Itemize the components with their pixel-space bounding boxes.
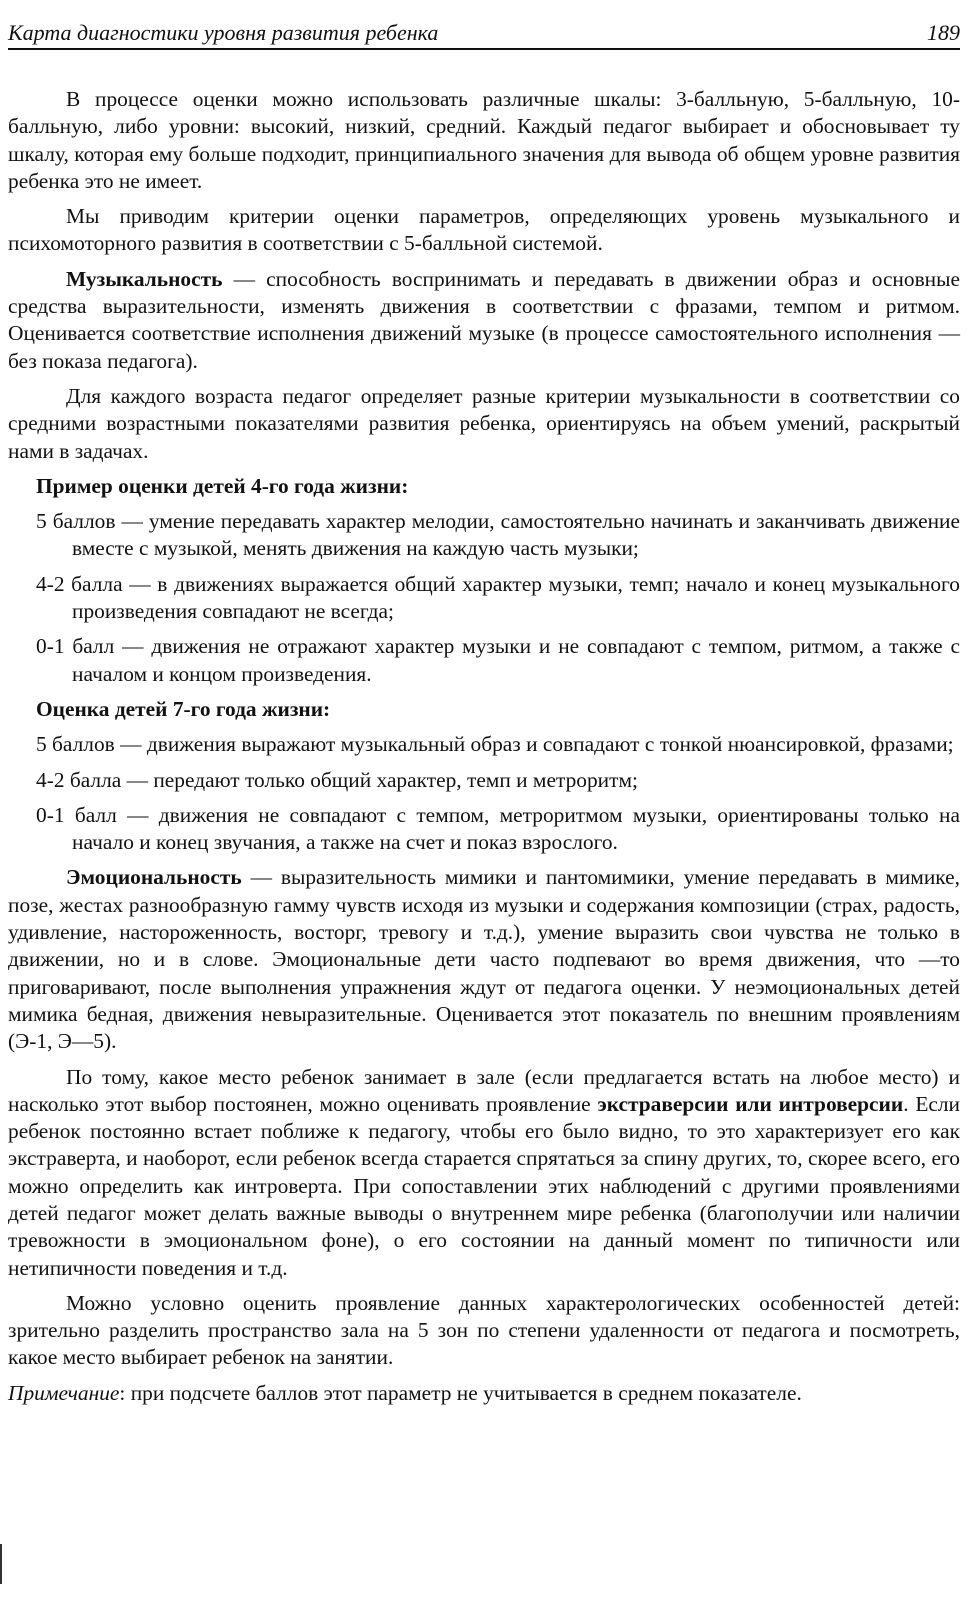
list-item: 4-2 балла — передают только общий характер, темп и метроритм;: [36, 767, 638, 792]
extraversion-description: . Если ребенок постоянно встает поближе к педагогу, чтобы его было видно, то это характеризует его как экстраверта, и наоборот, если ребенок всегда старается спрятаться за спину других, то, скорее всего, его можно определить как интроверта. При сопоставлении этих наблюдений с другими проявлениями детей педагог может делать важные выводы о внутреннем мире ребенка (благополучии или наличии тревожности в эмоциональном фоне), о его состоянии на данный момент по типичности или нетипичности поведения и т.д.: [8, 1091, 960, 1280]
page-number: 189: [927, 20, 960, 45]
extraversion-intro: По тому, какое место ребенок занимает в зале (если предлагается встать на любое место) и насколько этот выбор постоянен, можно оценивать проявление: [8, 1064, 960, 1116]
term-or: или: [728, 1091, 779, 1116]
list-item: 4-2 балла — в движениях выражается общий характер музыки, темп; начало и конец музыкального произведения совпадают не всегда;: [36, 571, 960, 624]
musicality-definition: — способность воспринимать и передавать в движении образ и основные средства выразительности, изменять движения в соответствии с фразами, темпом и ритмом. Оценивается соответствие исполнения движений музыке (в процессе самостоятельного исполнения — без показа педагога).: [8, 266, 960, 373]
list-item: 5 баллов — умение передавать характер мелодии, самостоятельно начинать и заканчивать движение вместе с музыкой, менять движения на каждую часть музыки;: [36, 509, 960, 561]
page-body: [8, 86, 960, 1407]
paragraph-extraversion: [8, 1064, 960, 1282]
note-label: Примечание: [8, 1380, 120, 1405]
paragraph-musicality: [8, 266, 960, 375]
list-item: 5 баллов — движения выражают музыкальный образ и совпадают с тонкой нюансировкой, фразами;: [36, 732, 954, 757]
term-introversion: интроверсии: [778, 1091, 904, 1116]
heading-age-7: Оценка детей 7-го года жизни:: [36, 696, 331, 721]
running-header: [8, 14, 960, 50]
margin-rule: [0, 1544, 2, 1584]
running-title: Карта диагностики уровня развития ребенка: [8, 20, 439, 45]
paragraph-emotionality: [8, 864, 960, 1055]
heading-age-4: Пример оценки детей 4-го года жизни:: [36, 473, 409, 498]
paragraph-zones: Можно условно оценить проявление данных характерологических особенностей детей: зрительно разделить пространство зала на 5 зон по степени удаленности от педагога и посмотреть, какое место выбирает ребенок на занятии.: [8, 1290, 960, 1370]
footnote: [8, 1380, 960, 1407]
emotionality-definition: — выразительность мимики и пантомимики, умение передавать в мимике, позе, жестах разнообразную гамму чувств исходя из музыки и содержания композиции (страх, радость, удивление, настороженность, восторг, тревогу и т.д.), умение выразить свои чувства не только в движении, но и в слове. Эмоциональные дети часто подпевают во время движения, что —то приговаривают, после выполнения упражнения ждут от педагога оценки. У неэмоциональных детей мимика бедная, движения невыразительные. Оценивается этот показатель по внешним проявлениям (Э-1, Э—5).: [8, 865, 960, 1054]
term-musicality: Музыкальность: [66, 266, 223, 291]
paragraph-age-criteria: Для каждого возраста педагог определяет разные критерии музыкальности в соответствии со средними возрастными показателями развития ребенка, ориентируясь на объем умений, раскрытый нами в задачах.: [8, 383, 960, 463]
note-text: : при подсчете баллов этот параметр не учитывается в среднем показателе.: [119, 1380, 802, 1405]
paragraph-criteria: Мы приводим критерии оценки параметров, определяющих уровень музыкального и психомоторного развития в соответствии с 5-балльной системой.: [8, 204, 960, 256]
term-emotionality: Эмоциональность: [66, 865, 242, 890]
list-item: 0-1 балл — движения не отражают характер музыки и не совпадают с темпом, ритмом, а также с началом и концом произведения.: [36, 634, 960, 686]
list-item: 0-1 балл — движения не совпадают с темпом, метроритмом музыки, ориентированы только на начало и конец звучания, а также на счет и показ взрослого.: [36, 802, 960, 855]
paragraph-scales: В процессе оценки можно использовать различные шкалы: 3-балльную, 5-балльную, 10-балльную, либо уровни: высокий, низкий, средний. Каждый педагог выбирает и обосновывает ту шкалу, которая ему больше подходит, принципиального значения для вывода об общем уровне развития ребенка это не имеет.: [8, 87, 960, 193]
term-extraversion: экстраверсии: [597, 1091, 729, 1116]
